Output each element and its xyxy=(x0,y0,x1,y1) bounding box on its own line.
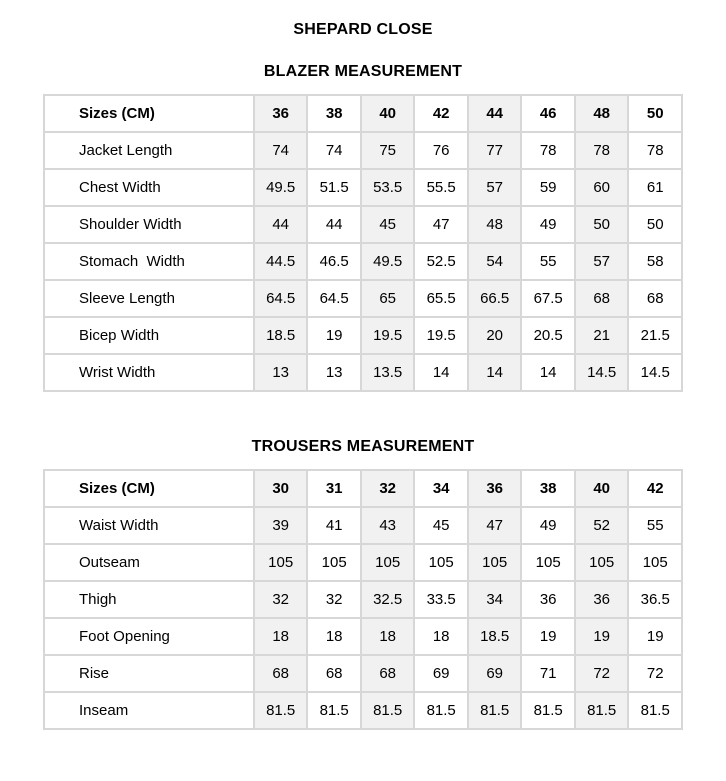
value-cell: 53.5 xyxy=(361,169,415,206)
size-header-cell: 46 xyxy=(521,95,575,132)
row-label-cell: Inseam xyxy=(44,692,254,729)
size-header-cell: 42 xyxy=(414,95,468,132)
value-cell: 74 xyxy=(307,132,361,169)
value-cell: 81.5 xyxy=(575,692,629,729)
value-cell: 55 xyxy=(521,243,575,280)
value-cell: 47 xyxy=(414,206,468,243)
value-cell: 36.5 xyxy=(628,581,682,618)
value-cell: 13 xyxy=(254,354,308,391)
row-label-cell: Foot Opening xyxy=(44,618,254,655)
measurement-row xyxy=(44,618,682,655)
value-cell: 57 xyxy=(468,169,522,206)
value-cell: 33.5 xyxy=(414,581,468,618)
value-cell: 44 xyxy=(254,206,308,243)
measurement-row xyxy=(44,317,682,354)
value-cell: 78 xyxy=(628,132,682,169)
value-cell: 75 xyxy=(361,132,415,169)
value-cell: 64.5 xyxy=(254,280,308,317)
measurement-row xyxy=(44,206,682,243)
value-cell: 19.5 xyxy=(414,317,468,354)
sizes-header-cell: Sizes (CM) xyxy=(44,95,254,132)
size-header-cell: 48 xyxy=(575,95,629,132)
value-cell: 105 xyxy=(254,544,308,581)
value-cell: 43 xyxy=(361,507,415,544)
value-cell: 59 xyxy=(521,169,575,206)
value-cell: 21.5 xyxy=(628,317,682,354)
header-row xyxy=(44,470,682,507)
value-cell: 76 xyxy=(414,132,468,169)
value-cell: 39 xyxy=(254,507,308,544)
value-cell: 32.5 xyxy=(361,581,415,618)
value-cell: 64.5 xyxy=(307,280,361,317)
value-cell: 18 xyxy=(254,618,308,655)
value-cell: 105 xyxy=(575,544,629,581)
size-header-cell: 40 xyxy=(361,95,415,132)
value-cell: 52.5 xyxy=(414,243,468,280)
trousers-measurement-table xyxy=(43,469,683,730)
value-cell: 13.5 xyxy=(361,354,415,391)
row-label-cell: Waist Width xyxy=(44,507,254,544)
value-cell: 32 xyxy=(307,581,361,618)
size-header-cell: 34 xyxy=(414,470,468,507)
value-cell: 45 xyxy=(414,507,468,544)
value-cell: 14 xyxy=(521,354,575,391)
row-label-cell: Jacket Length xyxy=(44,132,254,169)
measurement-row xyxy=(44,169,682,206)
header-row xyxy=(44,95,682,132)
value-cell: 58 xyxy=(628,243,682,280)
value-cell: 14 xyxy=(414,354,468,391)
value-cell: 41 xyxy=(307,507,361,544)
size-header-cell: 40 xyxy=(575,470,629,507)
value-cell: 49 xyxy=(521,206,575,243)
value-cell: 47 xyxy=(468,507,522,544)
size-header-cell: 31 xyxy=(307,470,361,507)
value-cell: 49 xyxy=(521,507,575,544)
size-header-cell: 32 xyxy=(361,470,415,507)
value-cell: 67.5 xyxy=(521,280,575,317)
value-cell: 69 xyxy=(414,655,468,692)
value-cell: 18.5 xyxy=(254,317,308,354)
value-cell: 105 xyxy=(628,544,682,581)
blazer-measurement-table xyxy=(43,94,683,392)
value-cell: 36 xyxy=(575,581,629,618)
value-cell: 18 xyxy=(307,618,361,655)
sizes-header-cell: Sizes (CM) xyxy=(44,470,254,507)
value-cell: 105 xyxy=(521,544,575,581)
measurement-row xyxy=(44,280,682,317)
value-cell: 61 xyxy=(628,169,682,206)
value-cell: 52 xyxy=(575,507,629,544)
row-label-cell: Shoulder Width xyxy=(44,206,254,243)
value-cell: 55.5 xyxy=(414,169,468,206)
value-cell: 81.5 xyxy=(521,692,575,729)
value-cell: 49.5 xyxy=(254,169,308,206)
value-cell: 14.5 xyxy=(575,354,629,391)
value-cell: 68 xyxy=(628,280,682,317)
measurement-row xyxy=(44,354,682,391)
value-cell: 71 xyxy=(521,655,575,692)
value-cell: 51.5 xyxy=(307,169,361,206)
size-header-cell: 30 xyxy=(254,470,308,507)
measurement-row xyxy=(44,507,682,544)
page-title: SHEPARD CLOSE xyxy=(293,21,433,38)
value-cell: 68 xyxy=(307,655,361,692)
value-cell: 60 xyxy=(575,169,629,206)
value-cell: 46.5 xyxy=(307,243,361,280)
value-cell: 54 xyxy=(468,243,522,280)
value-cell: 44.5 xyxy=(254,243,308,280)
measurement-row xyxy=(44,132,682,169)
value-cell: 105 xyxy=(414,544,468,581)
size-header-cell: 36 xyxy=(468,470,522,507)
value-cell: 14.5 xyxy=(628,354,682,391)
value-cell: 81.5 xyxy=(307,692,361,729)
value-cell: 69 xyxy=(468,655,522,692)
value-cell: 81.5 xyxy=(414,692,468,729)
value-cell: 21 xyxy=(575,317,629,354)
value-cell: 50 xyxy=(628,206,682,243)
value-cell: 34 xyxy=(468,581,522,618)
value-cell: 81.5 xyxy=(254,692,308,729)
size-header-cell: 42 xyxy=(628,470,682,507)
size-header-cell: 36 xyxy=(254,95,308,132)
value-cell: 74 xyxy=(254,132,308,169)
value-cell: 68 xyxy=(254,655,308,692)
value-cell: 14 xyxy=(468,354,522,391)
value-cell: 77 xyxy=(468,132,522,169)
value-cell: 44 xyxy=(307,206,361,243)
row-label-cell: Thigh xyxy=(44,581,254,618)
row-label-cell: Stomach Width xyxy=(44,243,254,280)
row-label-cell: Chest Width xyxy=(44,169,254,206)
trousers-table-title: TROUSERS MEASUREMENT xyxy=(251,438,475,455)
value-cell: 45 xyxy=(361,206,415,243)
row-label-cell: Outseam xyxy=(44,544,254,581)
value-cell: 78 xyxy=(521,132,575,169)
value-cell: 18 xyxy=(414,618,468,655)
value-cell: 19 xyxy=(628,618,682,655)
value-cell: 20 xyxy=(468,317,522,354)
value-cell: 78 xyxy=(575,132,629,169)
value-cell: 32 xyxy=(254,581,308,618)
row-label-cell: Rise xyxy=(44,655,254,692)
value-cell: 20.5 xyxy=(521,317,575,354)
measurement-row xyxy=(44,544,682,581)
size-header-cell: 50 xyxy=(628,95,682,132)
value-cell: 65 xyxy=(361,280,415,317)
value-cell: 57 xyxy=(575,243,629,280)
value-cell: 19 xyxy=(521,618,575,655)
value-cell: 81.5 xyxy=(628,692,682,729)
size-header-cell: 38 xyxy=(307,95,361,132)
value-cell: 18 xyxy=(361,618,415,655)
row-label-cell: Wrist Width xyxy=(44,354,254,391)
value-cell: 13 xyxy=(307,354,361,391)
value-cell: 48 xyxy=(468,206,522,243)
value-cell: 55 xyxy=(628,507,682,544)
value-cell: 50 xyxy=(575,206,629,243)
row-label-cell: Sleeve Length xyxy=(44,280,254,317)
measurement-row xyxy=(44,243,682,280)
value-cell: 72 xyxy=(575,655,629,692)
value-cell: 81.5 xyxy=(361,692,415,729)
value-cell: 68 xyxy=(575,280,629,317)
measurement-row xyxy=(44,692,682,729)
row-label-cell: Bicep Width xyxy=(44,317,254,354)
value-cell: 72 xyxy=(628,655,682,692)
value-cell: 105 xyxy=(361,544,415,581)
value-cell: 105 xyxy=(307,544,361,581)
value-cell: 19.5 xyxy=(361,317,415,354)
value-cell: 19 xyxy=(307,317,361,354)
value-cell: 81.5 xyxy=(468,692,522,729)
measurement-row xyxy=(44,581,682,618)
value-cell: 105 xyxy=(468,544,522,581)
size-header-cell: 38 xyxy=(521,470,575,507)
size-header-cell: 44 xyxy=(468,95,522,132)
measurement-row xyxy=(44,655,682,692)
value-cell: 49.5 xyxy=(361,243,415,280)
value-cell: 19 xyxy=(575,618,629,655)
blazer-table-title: BLAZER MEASUREMENT xyxy=(263,63,463,80)
value-cell: 66.5 xyxy=(468,280,522,317)
value-cell: 36 xyxy=(521,581,575,618)
value-cell: 18.5 xyxy=(468,618,522,655)
value-cell: 65.5 xyxy=(414,280,468,317)
value-cell: 68 xyxy=(361,655,415,692)
